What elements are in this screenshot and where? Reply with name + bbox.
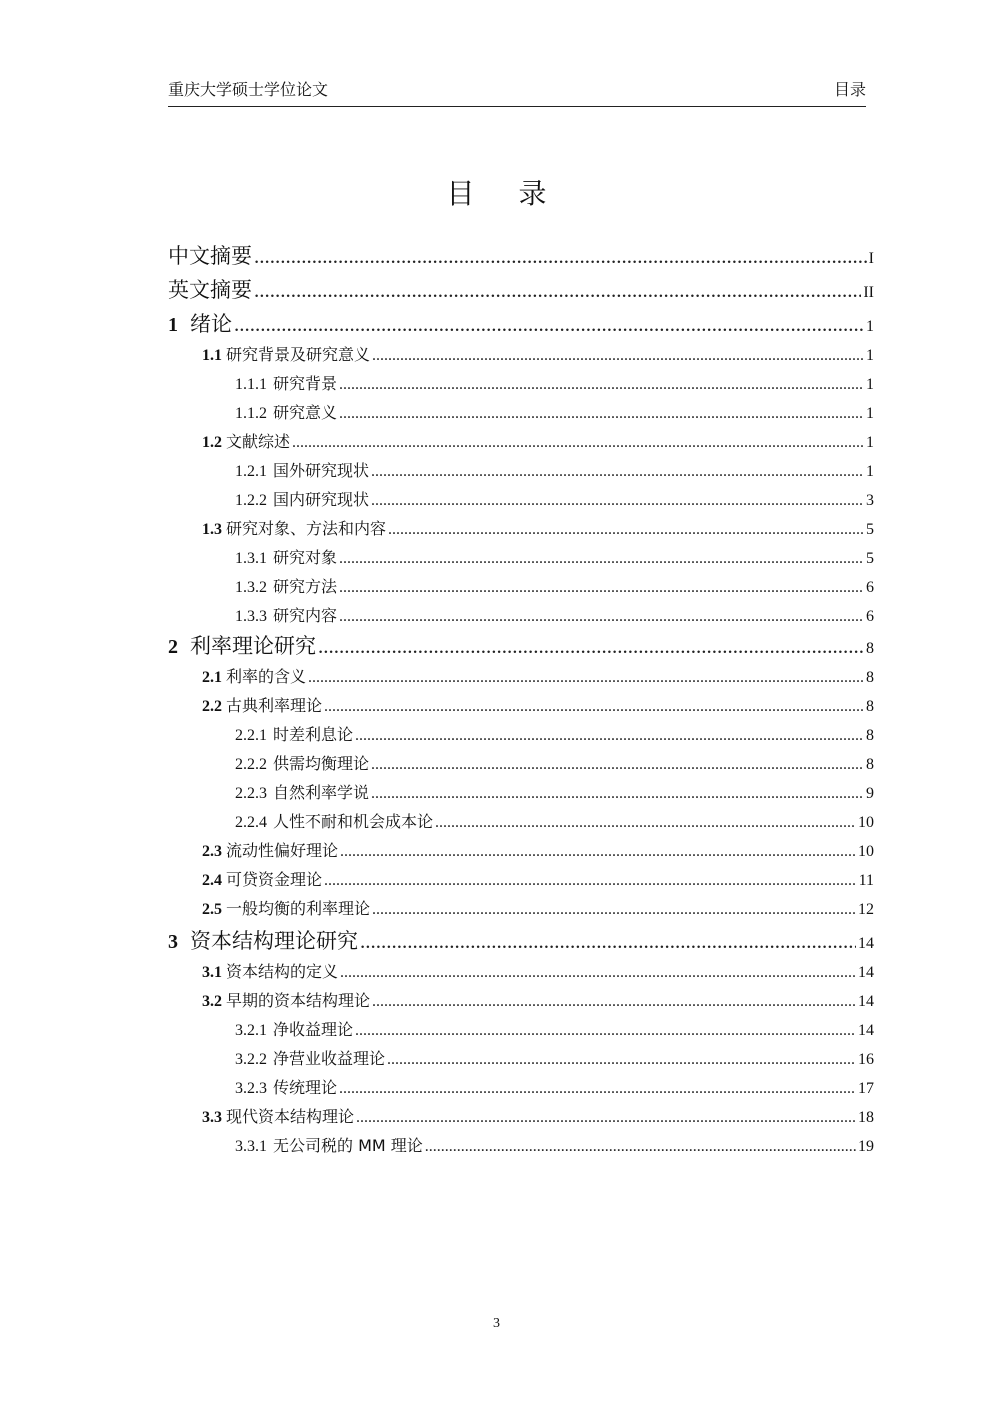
toc-entry[interactable] [202, 516, 874, 539]
header-section-name: 目录 [833, 80, 866, 99]
toc-entry[interactable] [235, 722, 874, 745]
toc-entry[interactable] [235, 371, 874, 394]
toc-entry-page: 8 [866, 669, 874, 686]
toc-entry-number: 1.2 [202, 434, 222, 451]
toc-leader-dots [339, 1080, 856, 1098]
toc-leader-dots [339, 550, 864, 568]
toc-entry-label: 资本结构的定义 [226, 962, 339, 981]
toc-entry[interactable] [168, 308, 874, 338]
toc-entry-label: 国内研究现状 [273, 490, 370, 509]
toc-leader-dots [388, 521, 864, 539]
toc-entry-label: 时差利息论 [273, 725, 354, 744]
toc-entry-number: 1.3.2 [235, 579, 267, 596]
toc-entry-label: 研究内容 [273, 606, 338, 625]
toc-leader-dots [355, 727, 864, 745]
toc-entry-number: 2.2 [202, 698, 222, 715]
toc-entry-page: 8 [866, 727, 874, 744]
toc-entry-number: 1 [168, 314, 178, 336]
toc-entry-page: I [868, 250, 874, 267]
toc-entry-label: 流动性偏好理论 [226, 841, 339, 860]
toc-entry-number: 1.2.1 [235, 463, 267, 480]
toc-leader-dots [324, 698, 864, 716]
toc-entry-page: 1 [866, 318, 874, 335]
toc-leader-dots [339, 579, 864, 597]
toc-entry-number: 1.2.2 [235, 492, 267, 509]
toc-entry[interactable] [202, 693, 874, 716]
toc-entry-page: 18 [858, 1109, 874, 1126]
toc-entry-page: 19 [858, 1138, 874, 1155]
toc-entry-label: 无公司税的 MM 理论 [273, 1136, 423, 1155]
toc-entry[interactable] [202, 988, 874, 1011]
toc-entry-label: 自然利率学说 [273, 783, 370, 802]
toc-entry-label: 传统理论 [273, 1078, 338, 1097]
toc-leader-dots [340, 964, 856, 982]
toc-entry-page: 1 [866, 376, 874, 393]
toc-entry-label: 早期的资本结构理论 [226, 991, 371, 1010]
toc-entry-number: 2.5 [202, 901, 222, 918]
toc-entry-page: 14 [858, 935, 874, 952]
toc-entry-number: 1.3.3 [235, 608, 267, 625]
toc-entry[interactable] [235, 751, 874, 774]
toc-entry-label: 英文摘要 [168, 278, 252, 302]
toc-entry-number: 2.1 [202, 669, 222, 686]
toc-leader-dots [371, 785, 864, 803]
toc-entry-number: 3.3.1 [235, 1138, 267, 1155]
toc-entry-label: 利率理论研究 [190, 634, 316, 658]
toc-entry[interactable] [202, 664, 874, 687]
toc-entry-label: 净营业收益理论 [273, 1049, 386, 1068]
toc-entry[interactable] [235, 1017, 874, 1040]
toc-entry-label: 文献综述 [226, 432, 291, 451]
toc-entry[interactable] [202, 1104, 874, 1127]
toc-entry-page: 17 [858, 1080, 874, 1097]
page-title: 目录 [446, 177, 591, 210]
toc-entry[interactable] [202, 867, 874, 890]
toc-entry[interactable] [235, 545, 874, 568]
toc-entry-number: 2.4 [202, 872, 222, 889]
toc-entry-page: 14 [858, 993, 874, 1010]
toc-leader-dots [425, 1138, 856, 1156]
toc-leader-dots [360, 929, 856, 954]
toc-entry-label: 可贷资金理论 [226, 870, 323, 889]
toc-entry-page: 3 [866, 492, 874, 509]
toc-leader-dots [371, 492, 864, 510]
toc-entry-number: 1.3 [202, 521, 222, 538]
toc-entry-label: 国外研究现状 [273, 461, 370, 480]
toc-leader-dots [339, 405, 864, 423]
toc-entry[interactable] [168, 925, 874, 955]
toc-entry-label: 研究方法 [273, 577, 338, 596]
toc-entry-label: 净收益理论 [273, 1020, 354, 1039]
toc-entry-number: 3.2.2 [235, 1051, 267, 1068]
toc-entry-number: 1.1 [202, 347, 222, 364]
toc-leader-dots [387, 1051, 856, 1069]
toc-entry-page: 1 [866, 405, 874, 422]
toc-entry-number: 3.2.1 [235, 1022, 267, 1039]
toc-entry-page: 1 [866, 434, 874, 451]
toc-entry-page: 9 [866, 785, 874, 802]
toc-leader-dots [372, 347, 864, 365]
toc-entry-number: 3.2.3 [235, 1080, 267, 1097]
toc-leader-dots [371, 756, 864, 774]
toc-entry-label: 利率的含义 [226, 667, 307, 686]
toc-entry[interactable] [202, 838, 874, 861]
toc-entry[interactable] [235, 400, 874, 423]
toc-entry[interactable] [235, 1075, 874, 1098]
toc-entry-page: 8 [866, 640, 874, 657]
toc-entry-number: 2.3 [202, 843, 222, 860]
toc-leader-dots [372, 901, 856, 919]
toc-entry-page: 10 [858, 814, 874, 831]
header-thesis-title: 重庆大学硕士学位论文 [168, 80, 329, 99]
toc-entry-number: 3.1 [202, 964, 222, 981]
toc-entry-number: 2.2.2 [235, 756, 267, 773]
toc-entry[interactable] [168, 240, 874, 270]
toc-entry[interactable] [202, 959, 874, 982]
toc-entry-page: 8 [866, 698, 874, 715]
toc-entry-number: 2.2.4 [235, 814, 267, 831]
toc-entry-page: 5 [866, 550, 874, 567]
toc-entry-number: 3 [168, 931, 178, 953]
toc-entry-label: 一般均衡的利率理论 [226, 899, 371, 918]
toc-leader-dots [234, 312, 864, 337]
toc-entry[interactable] [168, 274, 874, 304]
toc-entry-page: 16 [858, 1051, 874, 1068]
toc-entry-number: 3.3 [202, 1109, 222, 1126]
toc-leader-dots [254, 244, 867, 269]
toc-leader-dots [435, 814, 856, 832]
toc-entry-page: 14 [858, 964, 874, 981]
toc-entry-number: 1.1.1 [235, 376, 267, 393]
toc-entry[interactable] [235, 487, 874, 510]
toc-entry-page: 1 [866, 347, 874, 364]
toc-leader-dots [292, 434, 864, 452]
toc-entry-label: 古典利率理论 [226, 696, 323, 715]
toc-leader-dots [254, 278, 861, 303]
toc-leader-dots [356, 1109, 856, 1127]
toc-leader-dots [318, 634, 864, 659]
toc-entry-number: 1.3.1 [235, 550, 267, 567]
toc-entry[interactable] [202, 896, 874, 919]
toc-entry-label: 现代资本结构理论 [226, 1107, 355, 1126]
toc-entry-page: II [863, 284, 874, 301]
toc-entry-page: 6 [866, 608, 874, 625]
toc-entry-page: 8 [866, 756, 874, 773]
toc-entry[interactable] [235, 574, 874, 597]
toc-entry-label: 资本结构理论研究 [190, 929, 358, 953]
toc-entry-label: 人性不耐和机会成本论 [273, 812, 434, 831]
toc-entry[interactable] [235, 809, 874, 832]
toc-leader-dots [339, 376, 864, 394]
toc-entry-page: 10 [858, 843, 874, 860]
toc-entry-label: 研究背景及研究意义 [226, 345, 371, 364]
toc-leader-dots [340, 843, 856, 861]
toc-entry-page: 6 [866, 579, 874, 596]
toc-entry-label: 研究对象、方法和内容 [226, 519, 387, 538]
toc-entry-label: 研究背景 [273, 374, 338, 393]
toc-entry-label: 研究对象 [273, 548, 338, 567]
toc-entry-page: 1 [866, 463, 874, 480]
toc-leader-dots [371, 463, 864, 481]
toc-entry[interactable] [202, 342, 874, 365]
toc-entry[interactable] [235, 458, 874, 481]
toc-leader-dots [355, 1022, 856, 1040]
toc-entry-label: 研究意义 [273, 403, 338, 422]
toc-leader-dots [339, 608, 864, 626]
toc-entry-label: 中文摘要 [168, 244, 252, 268]
toc-entry-number: 2.2.1 [235, 727, 267, 744]
toc-leader-dots [308, 669, 864, 687]
toc-entry-page: 5 [866, 521, 874, 538]
toc-entry[interactable] [168, 630, 874, 660]
toc-leader-dots [372, 993, 856, 1011]
toc-entry[interactable] [235, 1133, 874, 1156]
toc-entry-number: 1.1.2 [235, 405, 267, 422]
toc-entry[interactable] [235, 1046, 874, 1069]
toc-entry-label: 绪论 [190, 312, 232, 336]
toc-leader-dots [324, 872, 857, 890]
toc-entry-page: 11 [858, 872, 874, 889]
toc-entry-number: 2.2.3 [235, 785, 267, 802]
toc-entry[interactable] [235, 780, 874, 803]
toc-entry-page: 12 [858, 901, 874, 918]
page-number: 3 [493, 1316, 500, 1331]
toc-entry[interactable] [202, 429, 874, 452]
page-header [168, 74, 866, 107]
toc-entry[interactable] [235, 603, 874, 626]
toc-entry-number: 2 [168, 636, 178, 658]
toc-entry-label: 供需均衡理论 [273, 754, 370, 773]
toc-entry-page: 14 [858, 1022, 874, 1039]
toc-entry-number: 3.2 [202, 993, 222, 1010]
